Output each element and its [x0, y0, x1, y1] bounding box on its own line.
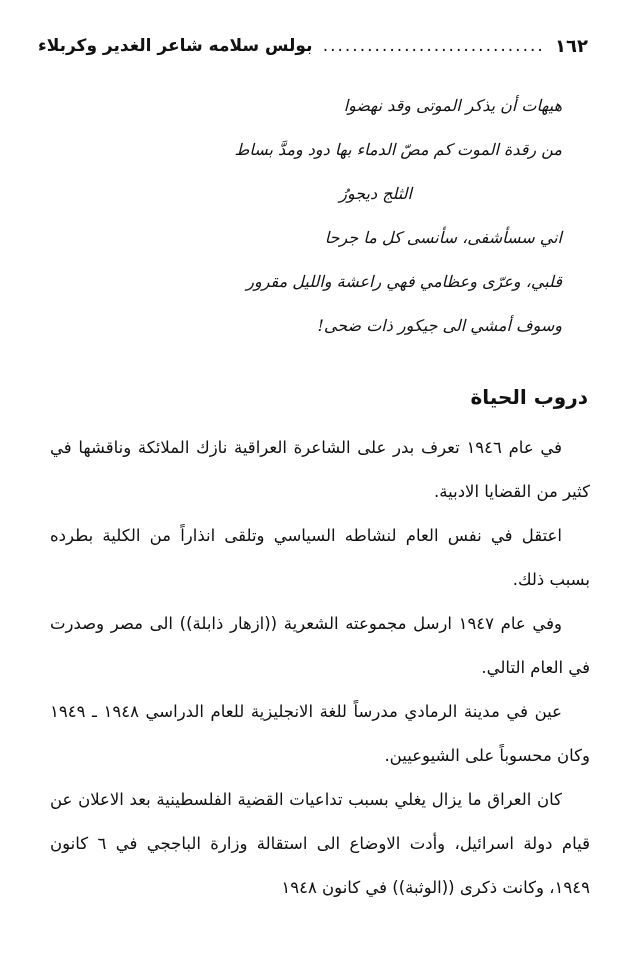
running-title: بولس سلامه شاعر الغدير وكربلاء [38, 36, 313, 56]
poem-line: من رقدة الموت كم مصّ الدماء بها دود ومدَّ بساط [234, 140, 562, 159]
page-number: ١٦٢ [555, 35, 588, 57]
paragraph: عين في مدينة الرمادي مدرساً للغة الانجليزية للعام الدراسي ١٩٤٨ ـ ١٩٤٩ وكان محسوباً على الشيوعيين. [50, 702, 590, 765]
poem-line: الثلج ديجورُ [339, 184, 412, 203]
body-text [50, 426, 590, 910]
section-heading: دروب الحياة [470, 385, 588, 409]
poem-line: هيهات أن يذكر الموتى وقد نهضوا [343, 96, 562, 115]
poem-line: اني سسأشفى، سأنسى كل ما جرحا [324, 228, 562, 247]
poem-block [142, 86, 562, 350]
paragraph: اعتقل في نفس العام لنشاطه السياسي وتلقى انذاراً من الكلية بطرده بسبب ذلك. [50, 526, 590, 589]
paragraph: في عام ١٩٤٦ تعرف بدر على الشاعرة العراقية نازك الملائكة وناقشها في كثير من القضايا الادبية. [50, 438, 590, 501]
paragraph: وفي عام ١٩٤٧ ارسل مجموعته الشعرية ((ازهار ذابلة)) الى مصر وصدرت في العام التالي. [50, 614, 590, 677]
poem-line: وسوف أمشي الى جيكور ذات ضحى! [317, 316, 562, 335]
page-header [38, 32, 588, 60]
header-leader-dots: .............................. [322, 36, 545, 56]
paragraph: كان العراق ما يزال يغلي بسبب تداعيات القضية الفلسطينية بعد الاعلان عن قيام دولة اسرائيل، وأدت الاوضاع الى استقالة وزارة الباججي في ٦ كانون ١٩٤٩، وكانت ذكرى ((الوثبة)) في كانون ١٩٤٨ [50, 790, 590, 897]
poem-line: قلبي، وعرّى وعظامي فهي راعشة والليل مقرور [246, 272, 562, 291]
